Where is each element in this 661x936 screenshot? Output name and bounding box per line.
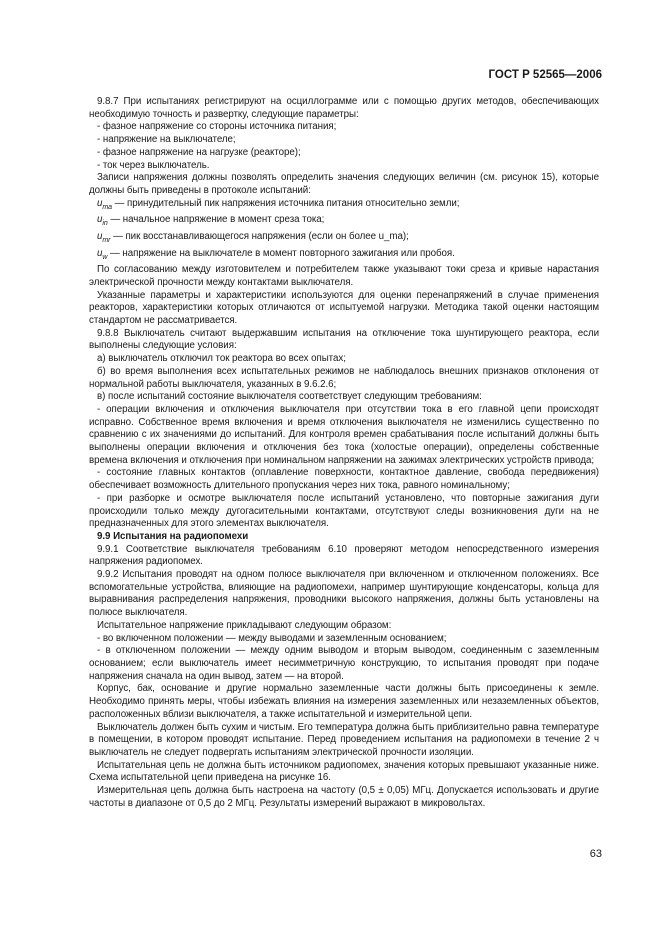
symbol: $u_{in}$ bbox=[97, 214, 108, 228]
paragraph: 9.8.8 Выключатель считают выдержавшим испытания на отключение тока шунтирующего реактора, если выполнены следующие условия: bbox=[89, 327, 599, 352]
paragraph: - во включенном положении — между выводами и заземленным основанием; bbox=[97, 632, 447, 644]
paragraph: Записи напряжения должны позволять определить значения следующих величин (см. рисунок 15), которые должны быть приведены в протоколе испытаний: bbox=[89, 172, 599, 196]
paragraph: Испытательное напряжение прикладывают следующим образом: bbox=[97, 619, 392, 631]
symbol: $u_w$ bbox=[97, 247, 108, 261]
paragraph: - фазное напряжение со стороны источника питания; bbox=[97, 121, 337, 133]
paragraph bbox=[89, 231, 599, 248]
symbol: $u_{mr}$ bbox=[97, 230, 111, 244]
document-body bbox=[89, 96, 599, 810]
paragraph: 9.9.2 Испытания проводят на одном полюсе выключателя при включенном и отключенном положениях. Все вспомогательные устройства, влияющие на радиопомехи, например шунтирующие конденсаторы, кольца для выравнивания распределения напряжения, проводники высокого напряжения, должны быть установлены на полюсе выключателя. bbox=[89, 569, 599, 619]
paragraph: По согласованию между изготовителем и потребителем также указывают токи среза и кривые нарастания электрической прочности между контактами выключателя. bbox=[89, 264, 599, 288]
definition-text: — пик восстанавливающегося напряжения (если он более u_ma); bbox=[110, 230, 409, 242]
definition-text: — начальное напряжение в момент среза тока; bbox=[107, 214, 325, 226]
definition-text: — напряжение на выключателе в момент повторного зажигания или пробоя. bbox=[107, 247, 455, 259]
paragraph bbox=[89, 248, 599, 265]
paragraph: - фазное напряжение на нагрузке (реакторе); bbox=[97, 146, 301, 158]
paragraph bbox=[89, 198, 599, 215]
symbol: $u_{ma}$ bbox=[97, 197, 112, 211]
paragraph: - ток через выключатель. bbox=[97, 159, 210, 171]
page-number: 63 bbox=[589, 848, 602, 860]
paragraph: - напряжение на выключателе; bbox=[97, 134, 236, 146]
paragraph: в) после испытаний состояние выключателя соответствует следующим требованиям: bbox=[97, 391, 482, 403]
paragraph: Корпус, бак, основание и другие нормально заземленные части должны быть присоединены к земле. Необходимо принять меры, чтобы избежать влияния на измерения заземленных или незаземленных объектов, расположенных вблизи выключателя, а также испытательной и измерительной цепи. bbox=[89, 683, 599, 720]
document-header: ГОСТ Р 52565—2006 bbox=[488, 69, 602, 81]
paragraph: Измерительная цепь должна быть настроена на частоту (0,5 ± 0,05) МГц. Допускается использовать и другие частоты в диапазоне от 0,5 до 2 МГц. Результаты измерений выражают в микровольтах. bbox=[89, 785, 599, 809]
paragraph bbox=[89, 214, 599, 231]
paragraph: Выключатель должен быть сухим и чистым. Его температура должна быть приблизительно равна температуре в помещении, в котором проводят испытание. Перед проведением испытания на радиопомехи в течение 2 ч выключатель не следует подвергать испытаниям электрической прочности изоляции. bbox=[89, 721, 599, 758]
paragraph: Испытательная цепь не должна быть источником радиопомех, значения которых превышают указанные ниже. Схема испытательной цепи приведена на рисунке 16. bbox=[89, 759, 599, 784]
paragraph: а) выключатель отключил ток реактора во всех опытах; bbox=[97, 353, 346, 365]
paragraph: - в отключенном положении — между одним выводом и вторым выводом, соединенным с заземленным основанием; если выключатель имеет несимметричную конструкцию, то испытания проводят при подаче напряжения сначала на один вывод, затем — на второй. bbox=[89, 645, 599, 682]
paragraph: 9.8.7 При испытаниях регистрируют на осциллограмме или с помощью других методов, обеспечивающих необходимую точность и развертку, следующие параметры: bbox=[89, 96, 599, 120]
section-heading: 9.9 Испытания на радиопомехи bbox=[97, 530, 249, 542]
paragraph: - состояние главных контактов (оплавление поверхности, контактное давление, свобода передвижения) обеспечивает возможность длительного пропускания через них тока, равного номинальному; bbox=[89, 467, 599, 492]
paragraph: 9.9.1 Соответствие выключателя требованиям 6.10 проверяют методом непосредственного измерения напряжения радиопомех. bbox=[89, 543, 599, 568]
paragraph: - при разборке и осмотре выключателя после испытаний установлено, что повторные зажигания дуги происходили только между дугогасительными контактами, отсутствуют следы возникновения дуги на не предназначенных для этого элементах выключателя. bbox=[89, 492, 599, 530]
paragraph: б) во время выполнения всех испытательных режимов не наблюдалось внешних признаков отклонения от нормальной работы выключателя, указанных в 9.6.2.6; bbox=[89, 365, 599, 390]
paragraph: - операции включения и отключения выключателя при отсутствии тока в его главной цепи происходят исправно. Собственное время включения и время отключения выключателя не изменились существенно по сравнению с их значениями до испытаний. Для контроля времен срабатывания после испытаний должны быть выполнены операции включения и отключения без тока (холостые операции), определены собственные времена включения и отключения при номинальном напряжении на зажимах электрических устройств привода; bbox=[89, 403, 599, 466]
paragraph: Указанные параметры и характеристики используются для оценки перенапряжений в случае применения реакторов, характеристики которых отличаются от испытуемой нагрузки. Методика такой оценки настоящим стандартом не рассматривается. bbox=[89, 289, 599, 326]
definition-text: — принудительный пик напряжения источника питания относительно земли; bbox=[112, 197, 460, 209]
